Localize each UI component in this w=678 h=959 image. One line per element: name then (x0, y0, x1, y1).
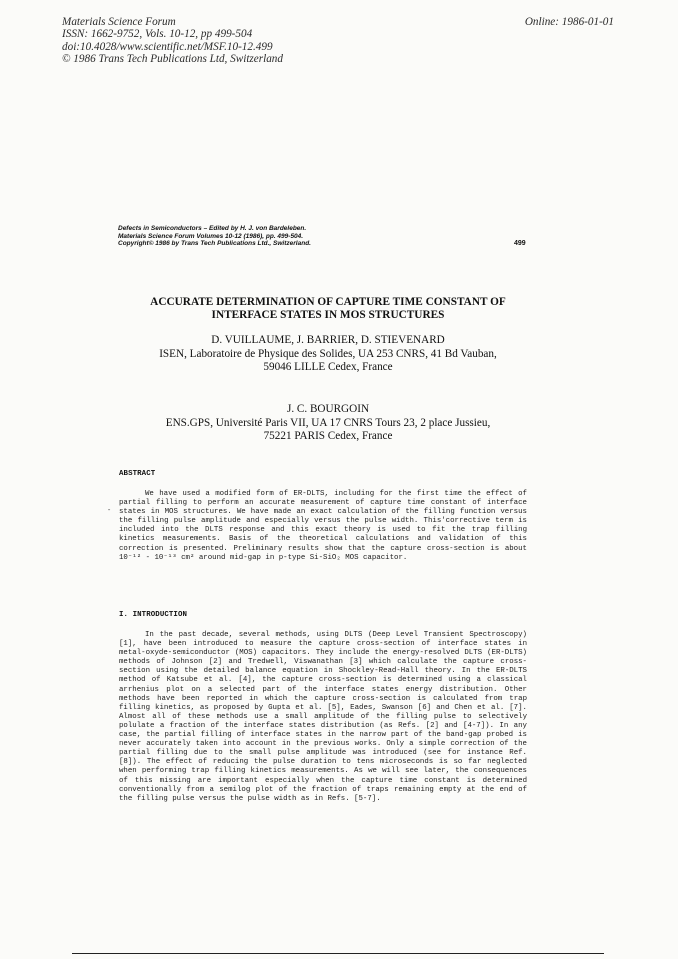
affiliation-2-line-1: ENS.GPS, Université Paris VII, UA 17 CNRS Tours 23, 2 place Jussieu, (165, 417, 491, 429)
copyright-line: © 1986 Trans Tech Publications Ltd, Switzerland (62, 53, 283, 66)
abstract-heading: ABSTRACT (119, 470, 156, 478)
journal-citation-block (118, 225, 418, 248)
issn-line: ISSN: 1662-9752, Vols. 10-12, pp 499-504 (62, 28, 253, 41)
margin-mark: - (107, 507, 112, 515)
affiliation-1 (90, 348, 566, 374)
title-line-2: INTERFACE STATES IN MOS STRUCTURES (211, 309, 445, 321)
page-number: 499 (514, 240, 526, 247)
affiliation-2-line-2: 75221 PARIS Cedex, France (263, 430, 393, 443)
authors-group-2: J. C. BOURGOIN (286, 403, 370, 415)
journal-line-volume: Materials Science Forum Volumes 10-12 (1986), pp. 499-504. (118, 232, 304, 240)
abstract-paragraph: We have used a modified form of ER-DLTS, including for the first time the effect of partial filling to perform an accurate measurement of capture time constant of interface states in MOS structures. We have made an exact calculation of the filling function versus the filling pulse amplitude and especially versus the pulse width. This'corrective term is included into the DLTS response and this exact theory is used to fit the trap filling kinetics measurements. Basis of the theoretical calculations and validation of this correction is presented. Preliminary results show that the capture cross-section is about 10⁻¹² - 10⁻¹³ cm² around mid-gap in p-type Si-SiO₂ MOS capacitor. (119, 490, 527, 562)
affiliation-2 (90, 417, 566, 443)
paper-title (110, 296, 546, 322)
journal-line-edited: Defects in Semiconductors – Edited by H. J. von Bardeleben. (118, 225, 307, 232)
introduction-paragraph: In the past decade, several methods, using DLTS (Deep Level Transient Spectroscopy) [1], have been introduced to measure the capture cross-section of interface states in metal-oxyde-semiconductor (MOS) capacitors. They include the energy-resolved DLTS (ER-DLTS) methods of Johnson [2] and Tredwell, Viswanathan [3] which calculate the capture cross-section using the detailed balance equation in Shockley-Read-Hall theory. In the ER-DLTS method of Katsube et al. [4], the capture cross-section is determined using a classical arrhenius plot on a selected part of the interface states energy distribution. Other methods have been reported in which the capture cross-section is calculated from trap filling kinetics, as proposed by Gupta et al. [5], Eades, Swanson [6] and Chen et al. [7]. Almost all of these methods use a small amplitude of the filling pulse to selectively polulate a fraction of the interface states distribution (as Refs. [2] and [4-7]). In any case, the partial filling of interface states in the narrow part of the band-gap probed is never accurately taken into account in the previous works. Only a simple correction of the partial filling due to the small pulse amplitude was introduced (see for instance Ref. [8]). The effect of reducing the pulse duration to tens microseconds is so far neglected when performing trap filling kinetics measurements. As we will see later, the consequences of this missing are important especially when the capture time constant is determined conventionally from a semilog plot of the fraction of traps remaining empty at the end of the filling pulse versus the pulse width as in Refs. [5-7]. (119, 631, 527, 803)
affiliation-1-line-1: ISEN, Laboratoire de Physique des Solides, UA 253 CNRS, 41 Bd Vauban, (159, 348, 497, 360)
affiliation-1-line-2: 59046 LILLE Cedex, France (263, 361, 393, 374)
introduction-heading: I. INTRODUCTION (119, 611, 188, 619)
doi-line: doi:10.4028/www.scientific.net/MSF.10-12.499 (62, 40, 273, 53)
title-line-1: ACCURATE DETERMINATION OF CAPTURE TIME CONSTANT OF (150, 296, 506, 308)
journal-name: Materials Science Forum (62, 16, 176, 28)
publication-info (62, 16, 422, 66)
authors-group-1: D. VUILLAUME, J. BARRIER, D. STIEVENARD (211, 334, 445, 346)
bottom-rule (72, 953, 604, 954)
online-date: Online: 1986-01-01 (524, 16, 614, 28)
journal-line-copyright: Copyright© 1986 by Trans Tech Publications Ltd., Switzerland. (118, 240, 311, 248)
